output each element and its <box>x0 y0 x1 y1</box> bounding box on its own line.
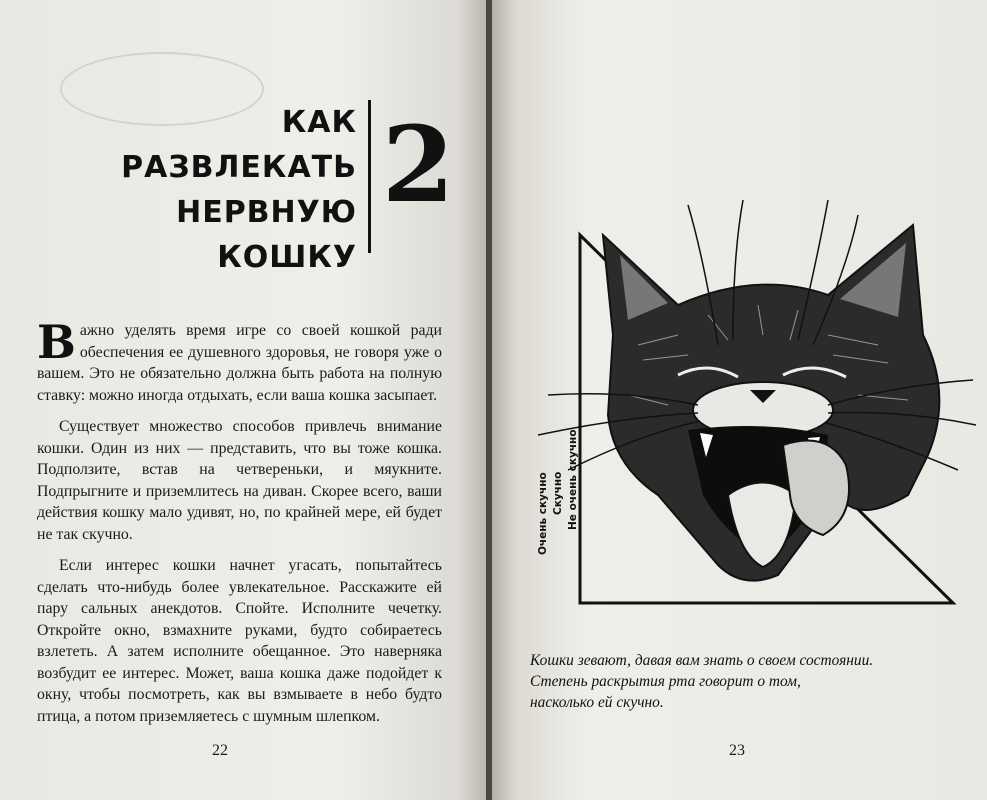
page-number: 23 <box>729 742 745 759</box>
chapter-title-line: КАК <box>281 105 357 140</box>
paragraph: Если интерес кошки начнет угасать, попытайтесь сделать что-нибудь более увлекательное. Расскажите ей пару сальных анекдотов. Спойте. Исполните чечетку. Откройте окно, взмахните руками, будто собираетесь взлететь. А затем исполните обещанное. Это наверняка возбудит ее интерес. Может, ваша кошка даже подойдет к окну, чтобы посмотреть, как вы взмываете в небо будто птица, а потом приземляетесь с шумным шлепком. <box>37 557 442 725</box>
caption-line: Степень раскрытия рта говорит о том, <box>530 673 801 690</box>
paragraph-text: ажно уделять время игре со своей кошкой ради обеспечения ее душевного здоровья, не говоря уже о вашем. Это не обязательно должна быть работа на полную ставку: можно иногда отдыхать, если ваша кошка засыпает. <box>37 322 442 404</box>
chapter-title-line: НЕРВНУЮ <box>176 195 357 230</box>
left-page <box>0 0 488 800</box>
page-number: 22 <box>212 742 228 759</box>
paragraph <box>37 315 442 406</box>
caption-line: насколько ей скучно. <box>530 694 664 711</box>
scale-label-very-bored: Очень скучно <box>537 472 549 555</box>
illustration-caption <box>530 650 960 713</box>
chapter-number: 2 <box>382 103 455 226</box>
chapter-divider <box>368 100 371 253</box>
paragraph: Существует множество способов привлечь внимание кошки. Один из них — представить, что вы тоже кошка. Подползите, встав на четвереньки, и мяукните. Подпрыгните и приземлитесь на диван. Скорее всего, ваши действия кошку мало удивят, но, по крайней мере, ей будет не так скучно. <box>37 418 442 543</box>
chapter-title-line: КОШКУ <box>217 240 357 275</box>
caption-line: Кошки зевают, давая вам знать о своем состоянии. <box>530 652 874 669</box>
yawning-cat-illustration <box>528 195 978 615</box>
chapter-title-line: РАЗВЛЕКАТЬ <box>121 150 357 185</box>
chapter-title <box>95 100 357 280</box>
scale-label-not-very-bored: Не очень скучно <box>567 429 579 530</box>
scale-label-bored: Скучно <box>552 471 564 515</box>
drop-cap: В <box>37 315 76 369</box>
chapter-body <box>37 315 442 737</box>
